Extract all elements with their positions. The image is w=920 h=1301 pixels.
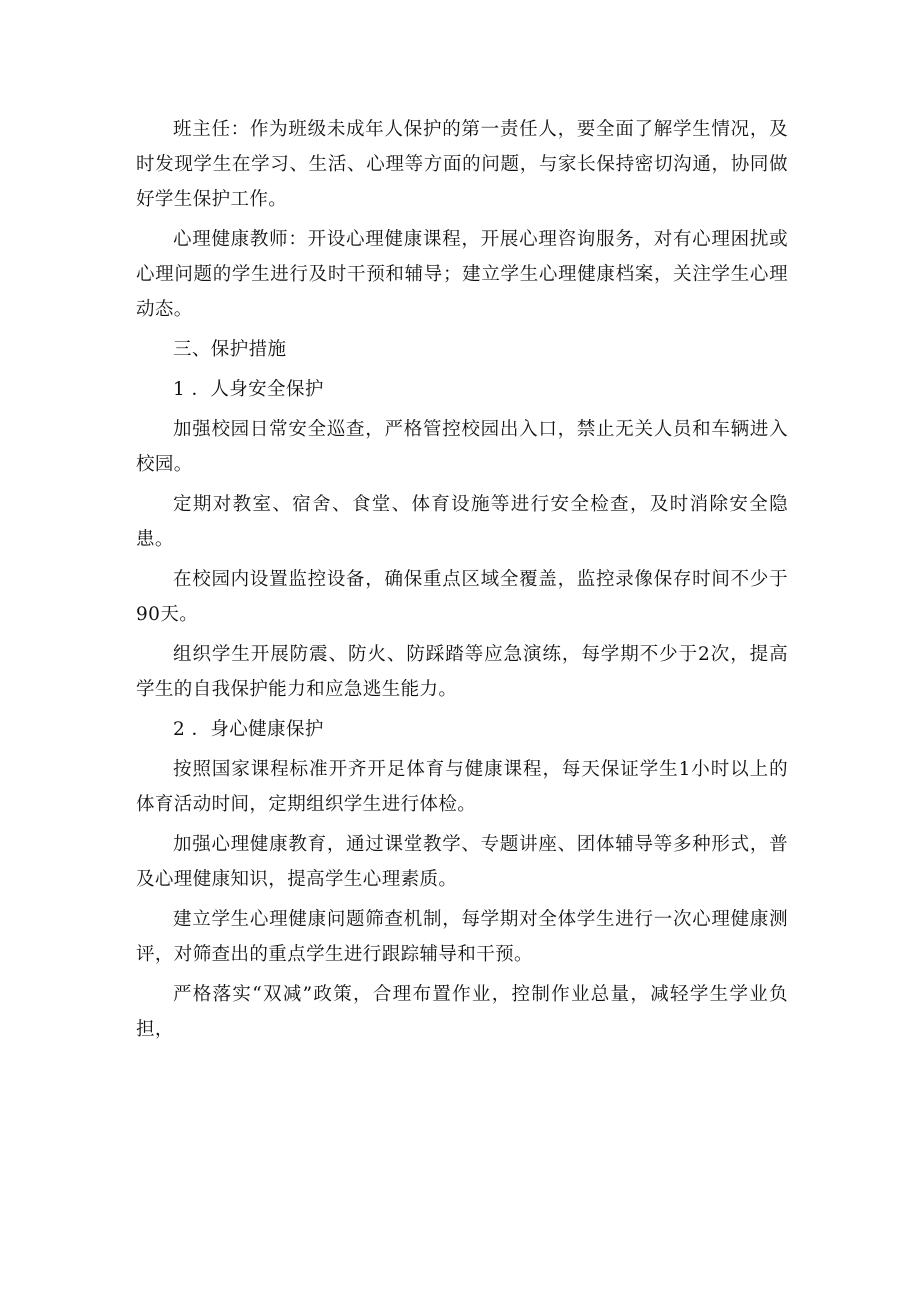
paragraph-psychology-teacher: 心理健康教师：开设心理健康课程，开展心理咨询服务，对有心理困扰或心理问题的学生进行及时干预和辅导；建立学生心理健康档案，关注学生心理动态。 [136,229,788,320]
paragraph-double-reduction: 严格落实“双减”政策，合理布置作业，控制作业总量，减轻学生学业负担， [136,984,788,1040]
subheading-physical-mental-health: 2 ．身心健康保护 [173,719,324,740]
subheading-personal-safety: 1 ．人身安全保护 [173,379,324,400]
paragraph-safety-inspection: 定期对教室、宿舍、食堂、体育设施等进行安全检查，及时消除安全隐患。 [136,494,788,550]
section-heading-protection-measures: 三、保护措施 [173,339,287,360]
paragraph-pe-courses: 按照国家课程标准开齐开足体育与健康课程，每天保证学生1小时以上的体育活动时间，定期组织学生进行体检。 [136,759,788,815]
paragraph-mental-health-education: 加强心理健康教育，通过课堂教学、专题讲座、团体辅导等多种形式，普及心理健康知识，提高学生心理素质。 [136,834,788,890]
paragraph-screening-mechanism: 建立学生心理健康问题筛查机制，每学期对全体学生进行一次心理健康测评，对筛查出的重点学生进行跟踪辅导和干预。 [136,909,788,965]
document-page [136,112,788,1047]
paragraph-head-teacher: 班主任：作为班级未成年人保护的第一责任人，要全面了解学生情况，及时发现学生在学习、生活、心理等方面的问题，与家长保持密切沟通，协同做好学生保护工作。 [136,119,788,210]
paragraph-campus-patrol: 加强校园日常安全巡查，严格管控校园出入口，禁止无关人员和车辆进入校园。 [136,419,788,475]
paragraph-emergency-drills: 组织学生开展防震、防火、防踩踏等应急演练，每学期不少于2次，提高学生的自我保护能力和应急逃生能力。 [136,644,788,700]
paragraph-monitoring: 在校园内设置监控设备，确保重点区域全覆盖，监控录像保存时间不少于90天。 [136,569,788,625]
